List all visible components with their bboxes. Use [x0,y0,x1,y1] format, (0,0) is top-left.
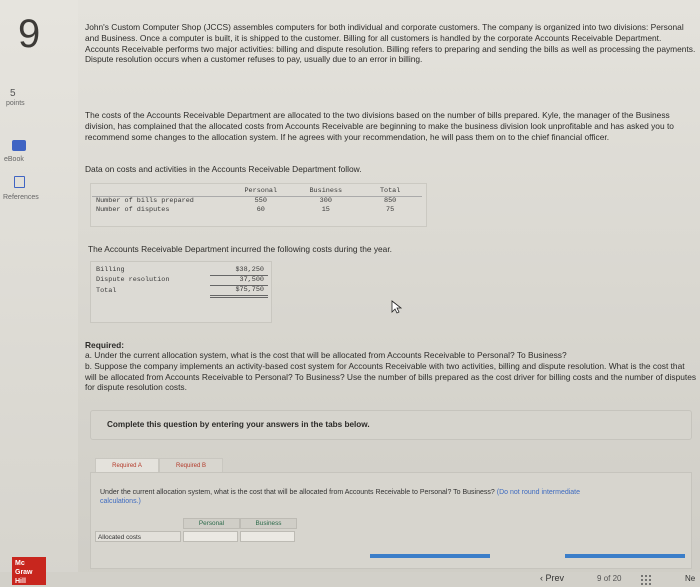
page-current: 9 [597,574,602,583]
col-total-header: Total [358,187,422,197]
references-label[interactable]: References [3,194,39,201]
cell-personal: 550 [254,197,267,205]
table-row [92,276,268,286]
required-b-link-bar[interactable] [565,554,685,558]
cell-personal: 60 [256,206,265,214]
required-a: a. Under the current allocation system, what is the cost that will be allocated from Accounts Receivable to Personal? To Business? [85,350,567,360]
page-indicator [597,574,622,583]
intro-paragraph-2: The costs of the Accounts Receivable Department are allocated to the two divisions based on the number of bills prepared. Kyle, the manager of the Business division, has complained that the allocated costs from Accounts Receivable are beginning to make the business division look unprofitable and has asked you to recommend some changes to the allocation system. If he agrees with your recommendation, he will pass them on to the chief financial officer. [85,110,674,142]
row-label: Total [96,286,117,295]
intro-paragraph-3: Data on costs and activities in the Accounts Receivable Department follow. [85,164,362,174]
prev-button[interactable] [540,573,564,583]
cell-value: 37,500 [210,276,268,286]
required-heading: Required: [85,340,125,350]
required-b: b. Suppose the company implements an activity-based cost system for Accounts Receivable with two activities, billing and dispute resolution. What is the cost that will be allocated from Accounts Receivable to Personal? To Business? Use the number of bills prepared as the cost driver for billing costs and the number of disputes for dispute resolution costs. [85,360,697,393]
page-total: 20 [612,574,622,583]
row-label: Number of bills prepared [96,197,194,205]
points-label: points [6,100,25,107]
prev-label: Prev [545,573,565,583]
table-row [92,266,268,276]
cell-value: $75,750 [210,286,268,297]
cell-business: 15 [321,206,330,214]
row-label: Billing [96,266,125,275]
intro-paragraph-1: John's Custom Computer Shop (JCCS) assembles computers for both individual and corporate customers. The company is organized into two divisions: Personal and Business. Once a computer is built, it is shipped to the customer. Billing for all customers is handled by the corporate Accounts Receivable Department. Accounts Receivable performs two major activities: billing and dispute resolution. Billing refers to preparing and sending the bills as well as processing the payments. Dispute resolution occurs when a customer refuses to pay, usually due to an error in billing. [85,22,696,65]
footer-bar [0,572,700,587]
row-label: Dispute resolution [96,276,170,284]
required-a-link-bar[interactable] [370,554,490,558]
instructions-banner [90,410,692,440]
cell-total: 850 [384,197,397,205]
ebook-icon[interactable] [12,140,26,151]
col-personal-header: Personal [228,187,293,197]
next-button[interactable]: Ne [685,574,696,583]
required-section [85,340,697,393]
cell-business: 300 [319,197,332,205]
page-of: of [603,574,611,583]
instructions-text: Complete this question by entering your answers in the tabs below. [107,420,370,429]
references-icon[interactable] [14,176,25,188]
points-value: 5 [10,88,16,99]
table-row [92,286,268,297]
cell-total: 75 [386,206,395,214]
table-row [92,206,422,215]
table-row [92,197,422,207]
row-label: Number of disputes [96,206,170,214]
rounding-note: (Do not round intermediate calculations.) [100,489,581,505]
left-rail [0,0,78,587]
answer-grid [95,518,295,546]
allocated-business-input[interactable] [240,531,295,542]
ebook-label[interactable]: eBook [4,156,24,163]
cell-value: $38,250 [210,266,268,276]
question-number: 9 [18,12,41,56]
answer-col-business: Business [240,518,297,529]
activity-table [92,187,422,215]
tab-required-b[interactable]: Required B [159,458,223,474]
grid-icon[interactable] [640,574,651,585]
answer-question [100,488,620,506]
chevron-left-icon: ‹ [540,573,543,583]
allocated-personal-input[interactable] [183,531,238,542]
answer-col-personal: Personal [183,518,240,529]
col-business-header: Business [293,187,358,197]
tab-required-a[interactable]: Required A [95,458,159,474]
cost-intro: The Accounts Receivable Department incurred the following costs during the year. [88,244,392,254]
mouse-cursor-icon [390,300,404,314]
mcgraw-hill-logo: Mc Graw Hill [12,557,46,585]
cost-table [92,266,268,298]
answer-row-label: Allocated costs [95,531,181,542]
answer-question-text: Under the current allocation system, what is the cost that will be allocated from Accounts Receivable to Personal? To Business? [100,489,495,496]
